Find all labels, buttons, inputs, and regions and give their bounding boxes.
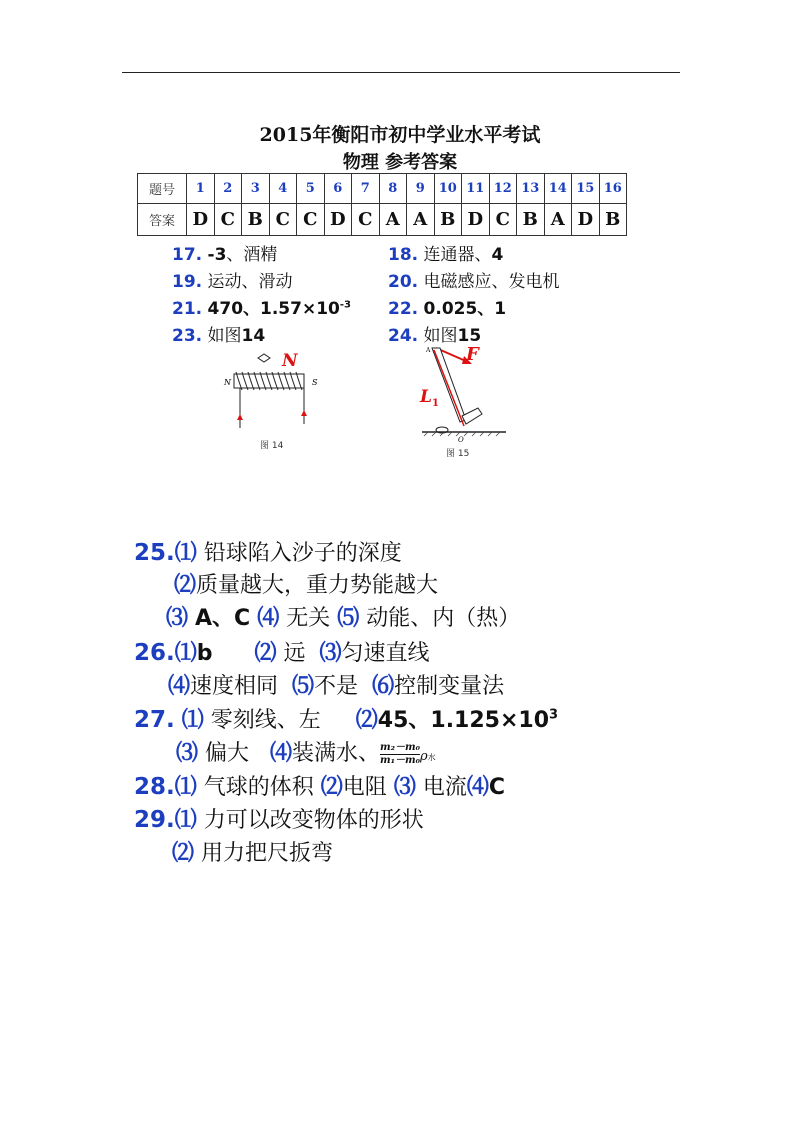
- question-number-cell: 10: [434, 174, 462, 204]
- question-number-cell: 14: [544, 174, 572, 204]
- answer-27-line-2: ⑶ 偏大 ⑷装满水、$\frac{\text{m₂－m₀}}{\text{m₁－m₀}}$ ρ水: [176, 740, 436, 766]
- answer-table: [137, 173, 627, 236]
- question-number-cell: 7: [352, 174, 380, 204]
- answer-20: 20. 电磁感应、发电机: [388, 272, 560, 292]
- answer-cell: D: [462, 204, 490, 236]
- answer-cell: B: [434, 204, 462, 236]
- answer-cell: C: [214, 204, 242, 236]
- question-number-cell: 12: [489, 174, 517, 204]
- question-number-cell: 2: [214, 174, 242, 204]
- density-fraction: $\frac{\text{m₂－m₀}}{\text{m₁－m₀}}$: [380, 741, 420, 766]
- row-label-number: 题号: [138, 174, 187, 204]
- page-title: 2015年衡阳市初中学业水平考试: [259, 124, 541, 146]
- answer-cell: C: [269, 204, 297, 236]
- answer-row: [138, 204, 627, 236]
- answer-18: 18. 连通器、4: [388, 245, 504, 265]
- answer-29-line-1: 29.⑴ 力可以改变物体的形状: [134, 807, 424, 833]
- answer-cell: B: [242, 204, 270, 236]
- answer-25-line-1: 25.⑴ 铅球陷入沙子的深度: [134, 540, 402, 566]
- answer-cell: D: [187, 204, 215, 236]
- answer-cell: D: [324, 204, 352, 236]
- question-number-cell: 16: [599, 174, 627, 204]
- answer-27-line-1: 27. ⑴ 零刻线、左 ⑵45、$1.125\times 10^3$: [134, 707, 559, 733]
- question-number-cell: 13: [517, 174, 545, 204]
- answer-cell: A: [544, 204, 572, 236]
- answer-21: 21. 470、$1.57\times 10^{-3}$: [172, 299, 351, 319]
- answer-22: 22. 0.025、1: [388, 299, 507, 319]
- question-number-row: [138, 174, 627, 204]
- fig15-caption: 图 15: [446, 449, 470, 459]
- answer-cell: C: [352, 204, 380, 236]
- answer-23: 23. 如图14: [172, 326, 266, 346]
- answer-cell: D: [572, 204, 600, 236]
- answer-cell: B: [599, 204, 627, 236]
- row-label-answer: 答案: [138, 204, 187, 236]
- answer-cell: C: [297, 204, 325, 236]
- compass-needle-icon: [258, 354, 270, 362]
- answer-cell: C: [489, 204, 517, 236]
- answer-29-line-2: ⑵ 用力把尺扳弯: [172, 840, 334, 866]
- current-arrow-icon: [237, 414, 243, 420]
- fig14-label-n: N: [282, 351, 298, 371]
- lever-head: [462, 408, 482, 424]
- answer-25-line-2: ⑵质量越大，重力势能越大: [174, 572, 439, 598]
- answer-25-line-3: ⑶ A、C ⑷ 无关 ⑸ 动能、内（热）: [166, 605, 521, 631]
- answer-cell: A: [407, 204, 435, 236]
- question-number-cell: 5: [297, 174, 325, 204]
- question-number-cell: 3: [242, 174, 270, 204]
- fig15-label-a: A: [426, 347, 431, 354]
- question-number-cell: 4: [269, 174, 297, 204]
- question-number-cell: 6: [324, 174, 352, 204]
- answer-cell: B: [517, 204, 545, 236]
- answer-26-line-2: ⑷速度相同 ⑸不是 ⑹控制变量法: [168, 673, 505, 699]
- top-rule: [122, 72, 680, 73]
- lever-arm-line: [434, 350, 464, 426]
- fig15-label-l-sub: 1: [432, 398, 439, 409]
- question-number-cell: 1: [187, 174, 215, 204]
- page-subtitle: 物理 参考答案: [342, 152, 458, 173]
- current-arrow-icon: [301, 410, 307, 416]
- answer-cell: A: [379, 204, 407, 236]
- answer-26-line-1: 26.⑴b ⑵ 远 ⑶匀速直线: [134, 640, 430, 666]
- figure-14: [220, 348, 330, 458]
- question-number-cell: 9: [407, 174, 435, 204]
- answer-19: 19. 运动、滑动: [172, 272, 293, 292]
- fig14-pole-n: N: [224, 378, 231, 387]
- question-number-cell: 8: [379, 174, 407, 204]
- answer-24: 24. 如图15: [388, 326, 482, 346]
- answer-17: 17. -3、酒精: [172, 245, 278, 265]
- question-number-cell: 11: [462, 174, 490, 204]
- fig15-label-o: O: [458, 436, 464, 444]
- answer-28: 28.⑴ 气球的体积 ⑵电阻 ⑶ 电流⑷C: [134, 774, 506, 800]
- fig14-pole-s: S: [312, 378, 318, 387]
- fig15-label-l: L: [420, 387, 432, 407]
- figure-15: [418, 340, 518, 464]
- question-number-cell: 15: [572, 174, 600, 204]
- fig14-caption: 图 14: [260, 441, 284, 451]
- solenoid-coil: [236, 372, 302, 390]
- fig15-label-f: F: [466, 344, 479, 365]
